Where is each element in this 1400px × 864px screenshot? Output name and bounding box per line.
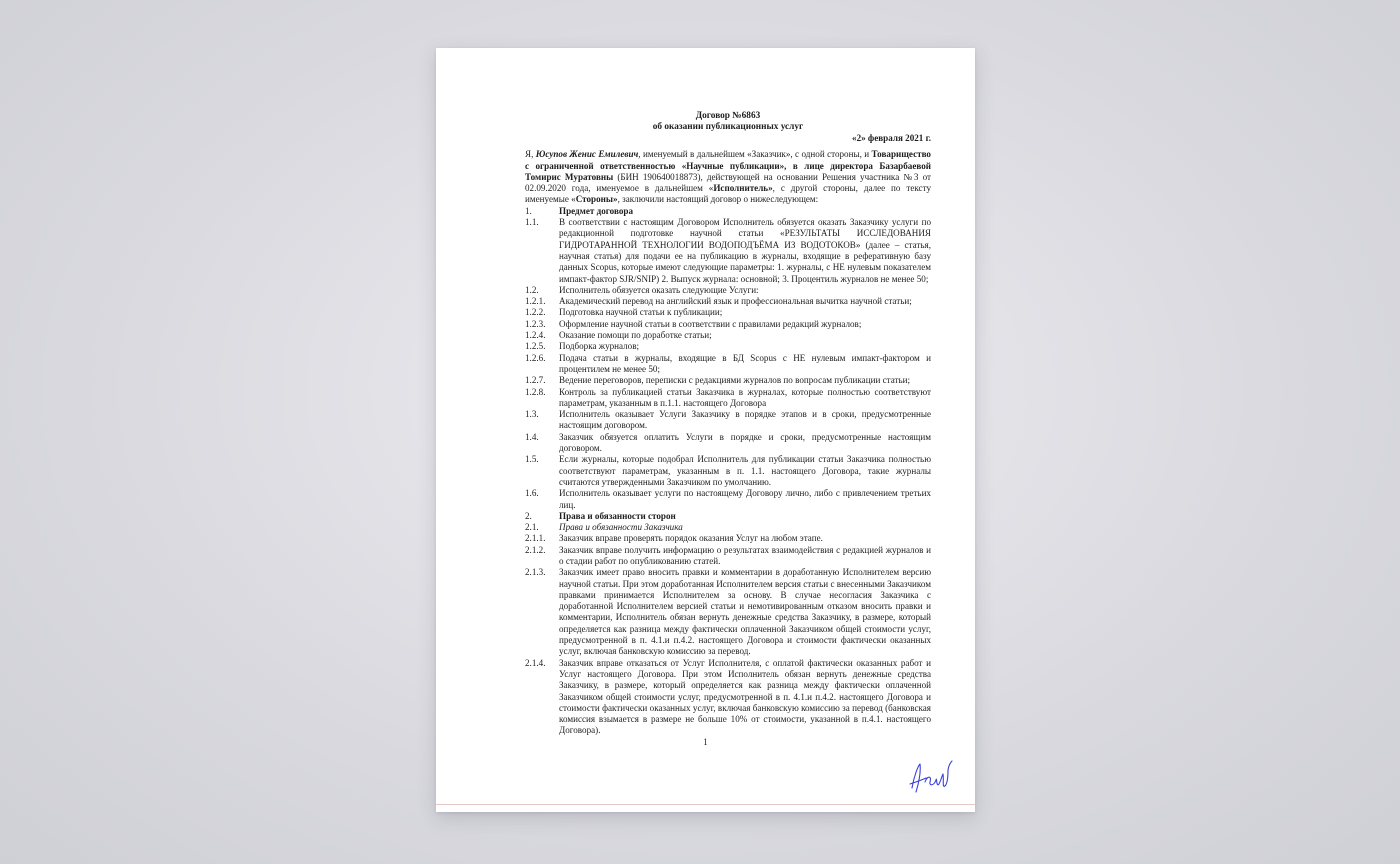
clause-text: Подборка журналов; — [559, 341, 640, 352]
intro-text-1: Я, — [525, 149, 536, 160]
clause-number: 2.1. — [525, 522, 539, 533]
clause-2-1-4 — [525, 658, 931, 737]
clause-1-2-2 — [525, 307, 931, 318]
clause-number: 2.1.4. — [525, 657, 546, 668]
clause-1-2-1 — [525, 296, 931, 307]
intro-text-5: , заключили настоящий договор о нижеследующем: — [617, 194, 819, 205]
clause-1-5 — [525, 454, 931, 488]
clause-2-1-1 — [525, 533, 931, 544]
section-number: 1. — [525, 205, 532, 216]
section-number: 2. — [525, 510, 532, 521]
clause-text: Ведение переговоров, переписки с редакциями журналов по вопросам публикации статьи; — [559, 375, 911, 386]
clause-2-1-2 — [525, 545, 931, 568]
clause-text: Права и обязанности Заказчика — [559, 522, 683, 533]
contractor-term: Исполнитель» — [713, 183, 773, 194]
clause-1-2-7 — [525, 375, 931, 386]
clause-number: 1.2.6. — [525, 352, 546, 363]
clause-1-2-6 — [525, 353, 931, 376]
clause-1-2-8 — [525, 387, 931, 410]
clause-1-2 — [525, 285, 931, 296]
clause-text: Подача статьи в журналы, входящие в БД Scopus с НЕ нулевым импакт-фактором и процентилем не менее 50; — [559, 352, 931, 374]
customer-name: Юсупов Женис Емилевич — [535, 149, 639, 160]
clause-number: 1.2.1. — [525, 296, 546, 307]
clause-number: 2.1.3. — [525, 567, 546, 578]
clause-number: 1.2.4. — [525, 330, 546, 341]
clause-number: 1.3. — [525, 409, 539, 420]
clause-2-1 — [525, 522, 931, 533]
intro-text-4: , с другой стороны, далее по тексту именуемые « — [525, 183, 931, 205]
clause-number: 2.1.1. — [525, 533, 546, 544]
section-title: Права и обязанности сторон — [559, 510, 676, 521]
clause-number: 1.2.2. — [525, 307, 546, 318]
clause-number: 1.2.5. — [525, 341, 546, 352]
clause-1-3 — [525, 409, 931, 432]
signature-icon — [906, 758, 954, 798]
clause-number: 1.2.8. — [525, 386, 546, 397]
clause-1-2-5 — [525, 341, 931, 352]
page-bottom-edge — [436, 804, 975, 805]
contract-subtitle: об оказании публикационных услуг — [652, 122, 804, 132]
clause-number: 1.2.3. — [525, 318, 546, 329]
clause-1-2-4 — [525, 330, 931, 341]
clause-text: Заказчик вправе отказаться от Услуг Исполнителя, с оплатой фактически оказанных работ и Услуг настоящего Договора. При этом Исполнитель обязан вернуть денежные средства Заказчику, в размере, который определяется как разница между фактически оплаченной Заказчиком общей стоимости услуг, предусмотренной в п. 4.1.и п.4.2. настоящего Договора и стоимости фактически оказанных услуг, включая банковскую комиссию за перевод (банковская комиссия взымается в размере не больше 10% от стоимости, указанной в п.4.1. настоящего Договора). — [559, 657, 931, 736]
clause-number: 1.5. — [525, 454, 539, 465]
clause-text: Заказчик вправе проверять порядок оказания Услуг на любом этапе. — [559, 533, 823, 544]
document-body — [525, 111, 931, 737]
clause-1-6 — [525, 488, 931, 511]
clause-text: Подготовка научной статьи к публикации; — [559, 307, 723, 318]
clause-2-1-3 — [525, 567, 931, 657]
clause-text: В соответствии с настоящим Договором Исполнитель обязуется оказать Заказчику услуги по редакционной подготовке научной статьи «РЕЗУЛЬТАТЫ ИССЛЕДОВАНИЯ ГИДРОТАРАННОЙ ТЕХНОЛОГИИ ВОДОПОДЪЁМА ИЗ ВОДОТОКОВ» (далее – статья, научная статья) для подачи ее на публикацию в журналы, входящие в реферативную базу данных Scopus, которые имеют следующие параметры: 1. журналы, с НЕ нулевым показателем импакт-фактор SJR/SNIP) 2. Выпуск журнала: основной; 3. Процентиль журналов не менее 50; — [559, 217, 931, 284]
section-1-heading — [525, 206, 931, 217]
intro-paragraph — [525, 149, 931, 205]
clause-text: Если журналы, которые подобрал Исполнитель для публикации статьи Заказчика полностью соответствуют параметрам, указанным в п. 1.1. настоящего Договора, такие журналы считаются утвержденными Заказчиком по умолчанию. — [559, 454, 931, 487]
clause-text: Заказчик обязуется оплатить Услуги в порядке и сроки, предусмотренные настоящим договором. — [559, 431, 931, 454]
clause-text: Заказчик имеет право вносить правки и комментарии в доработанную Исполнителем версию научной статьи. При этом доработанная Исполнителем версия статьи с внесенными Заказчиком правками принимается Исполнителем за основу. В случае несогласия Заказчика с доработанной Исполнителем версией статьи и немотивированным отказом вносить правки и комментарии, Исполнитель обязан вернуть денежные средства Заказчику, в размере, который определяется как разница между фактически оплаченной Заказчиком общей стоимости услуг, предусмотренной в п. 4.1.и п.4.2. настоящего Договора и стоимости фактически оказанных услуг, включая банковскую комиссию за перевод. — [559, 567, 931, 657]
clause-1-2-3 — [525, 319, 931, 330]
clause-1-1 — [525, 217, 931, 285]
contract-date: «2» февраля 2021 г. — [852, 133, 931, 143]
intro-text-3: (БИН 190640018873), действующей на основании Решения участника №3 от 02.09.2020 года, именуемое в дальнейшем « — [525, 171, 931, 194]
clause-text: Заказчик вправе получить информацию о результатах взаимодействия с редакцией журналов и о стадии работ по опубликованию статей. — [559, 544, 931, 566]
clause-number: 1.1. — [525, 217, 539, 228]
clause-number: 1.4. — [525, 431, 539, 442]
clause-text: Оформление научной статьи в соответствии с правилами редакций журналов; — [559, 318, 862, 329]
clause-text: Исполнитель оказывает Услуги Заказчику в порядке этапов и в сроки, предусмотренные настоящим договором. — [559, 409, 931, 431]
section-2-heading — [525, 511, 931, 522]
clause-number: 1.2.7. — [525, 375, 546, 386]
clause-number: 1.2. — [525, 284, 539, 295]
contract-title: Договор №6863 — [695, 111, 761, 121]
clause-number: 2.1.2. — [525, 544, 546, 555]
clause-1-4 — [525, 432, 931, 455]
intro-text-2: , именуемый в дальнейшем «Заказчик», с одной стороны, и — [638, 149, 872, 160]
clause-text: Оказание помощи по доработке статьи; — [559, 330, 712, 341]
clause-number: 1.6. — [525, 488, 539, 499]
clause-text: Исполнитель оказывает услуги по настоящему Договору лично, либо с привлечением третьих лиц. — [559, 488, 931, 510]
clause-text: Исполнитель обязуется оказать следующие Услуги: — [559, 284, 759, 295]
contractor-name: Товарищество с ограниченной ответственностью «Научные публикации», в лице директора Базарбаевой Томирис Муратовны — [525, 149, 931, 182]
clause-text: Академический перевод на английский язык и профессиональная вычитка научной статьи; — [559, 296, 912, 307]
clause-text: Контроль за публикацией статьи Заказчика в журналах, которые полностью соответствуют параметрам, указанным в п.1.1. настоящего Договора — [559, 386, 931, 408]
page-number: 1 — [703, 737, 708, 747]
parties-term: Стороны» — [575, 194, 618, 205]
document-page — [436, 48, 975, 812]
section-title: Предмет договора — [559, 205, 633, 216]
